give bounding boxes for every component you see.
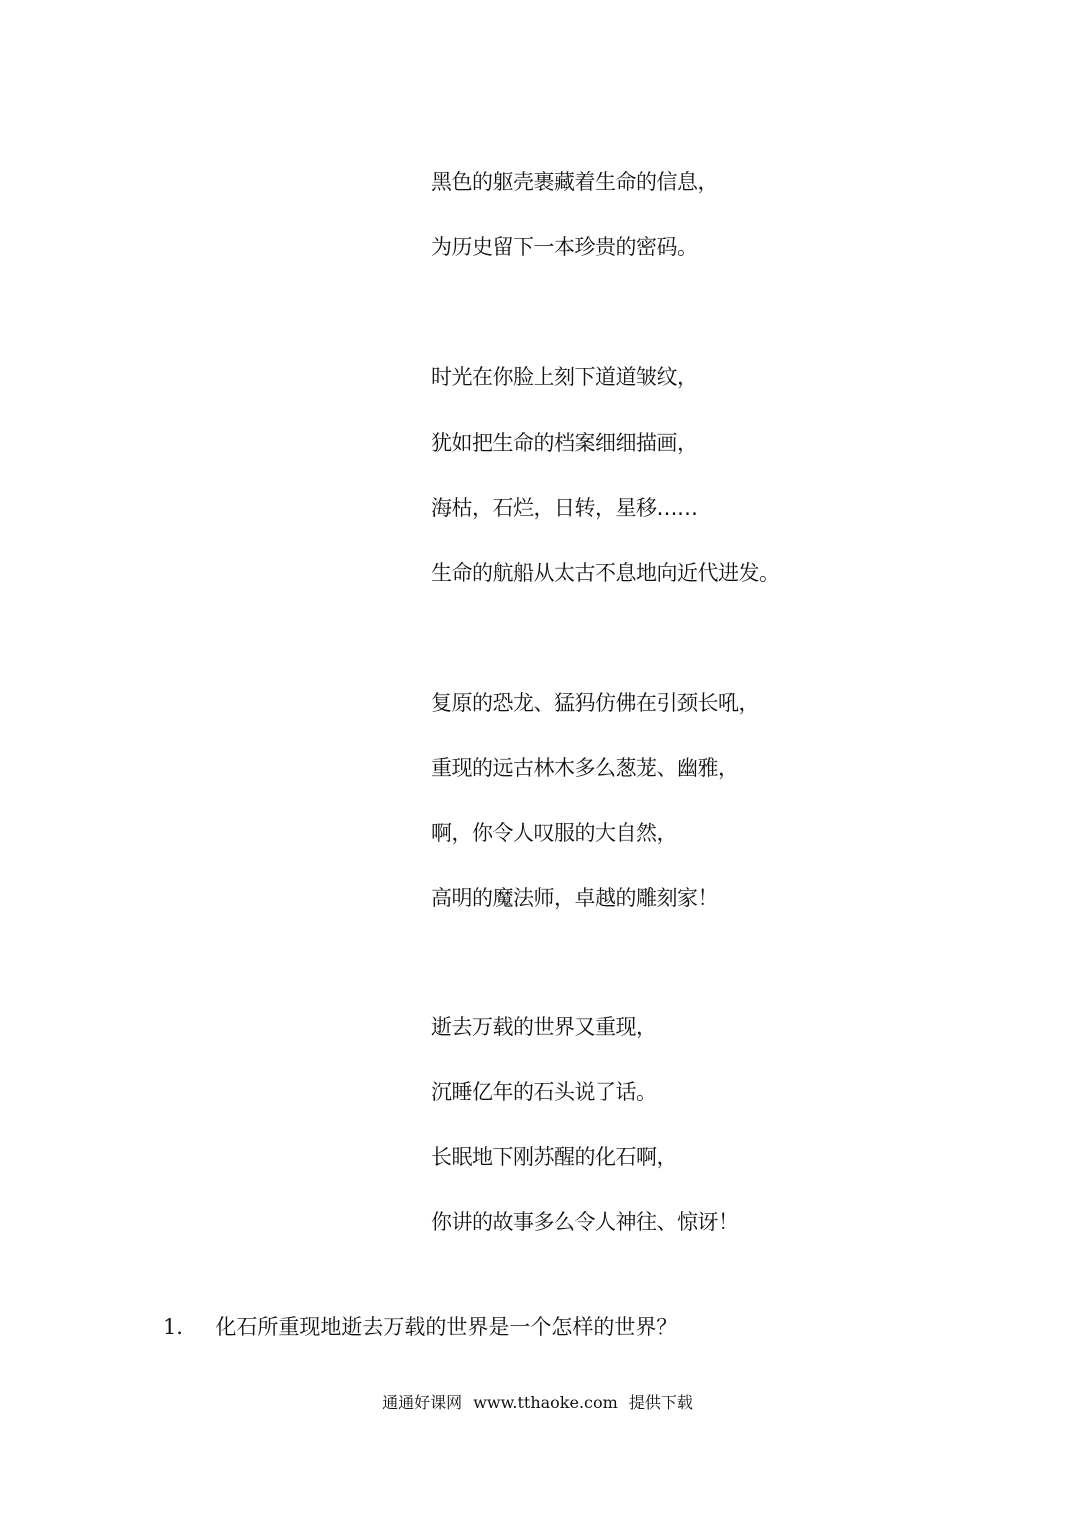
poem-line: 长眠地下刚苏醒的化石啊，	[431, 1145, 677, 1169]
poem-line: 时光在你脸上刻下道道皱纹，	[431, 365, 698, 389]
poem-line: 高明的魔法师，卓越的雕刻家！	[431, 886, 718, 910]
poem-line: 沉睡亿年的石头说了话。	[431, 1080, 657, 1104]
poem-line: 逝去万载的世界又重现，	[431, 1015, 657, 1039]
footer-note: 提供下载	[628, 1393, 693, 1412]
question-1	[163, 1312, 677, 1342]
footer-url-link[interactable]: www.tthaoke.com	[473, 1393, 618, 1412]
poem-line: 犹如把生命的档案细细描画，	[431, 431, 698, 455]
page-footer	[0, 1391, 1075, 1415]
poem-line: 啊，你令人叹服的大自然，	[431, 821, 677, 845]
poem-line: 复原的恐龙、猛犸仿佛在引颈长吼，	[431, 691, 759, 715]
poem-line: 海枯，石烂，日转，星移……	[431, 496, 698, 520]
poem-line: 黑色的躯壳裹藏着生命的信息，	[431, 170, 718, 194]
poem-line: 为历史留下一本珍贵的密码。	[431, 235, 698, 259]
question-number: 1．	[163, 1315, 198, 1339]
question-text: 化石所重现地逝去万载的世界是一个怎样的世界？	[215, 1315, 678, 1339]
poem-line: 你讲的故事多么令人神往、惊讶！	[431, 1210, 739, 1234]
footer-site-name: 通通好课网	[382, 1393, 463, 1412]
poem-line: 生命的航船从太古不息地向近代进发。	[431, 561, 780, 585]
poem-line: 重现的远古林木多么葱茏、幽雅，	[431, 756, 739, 780]
